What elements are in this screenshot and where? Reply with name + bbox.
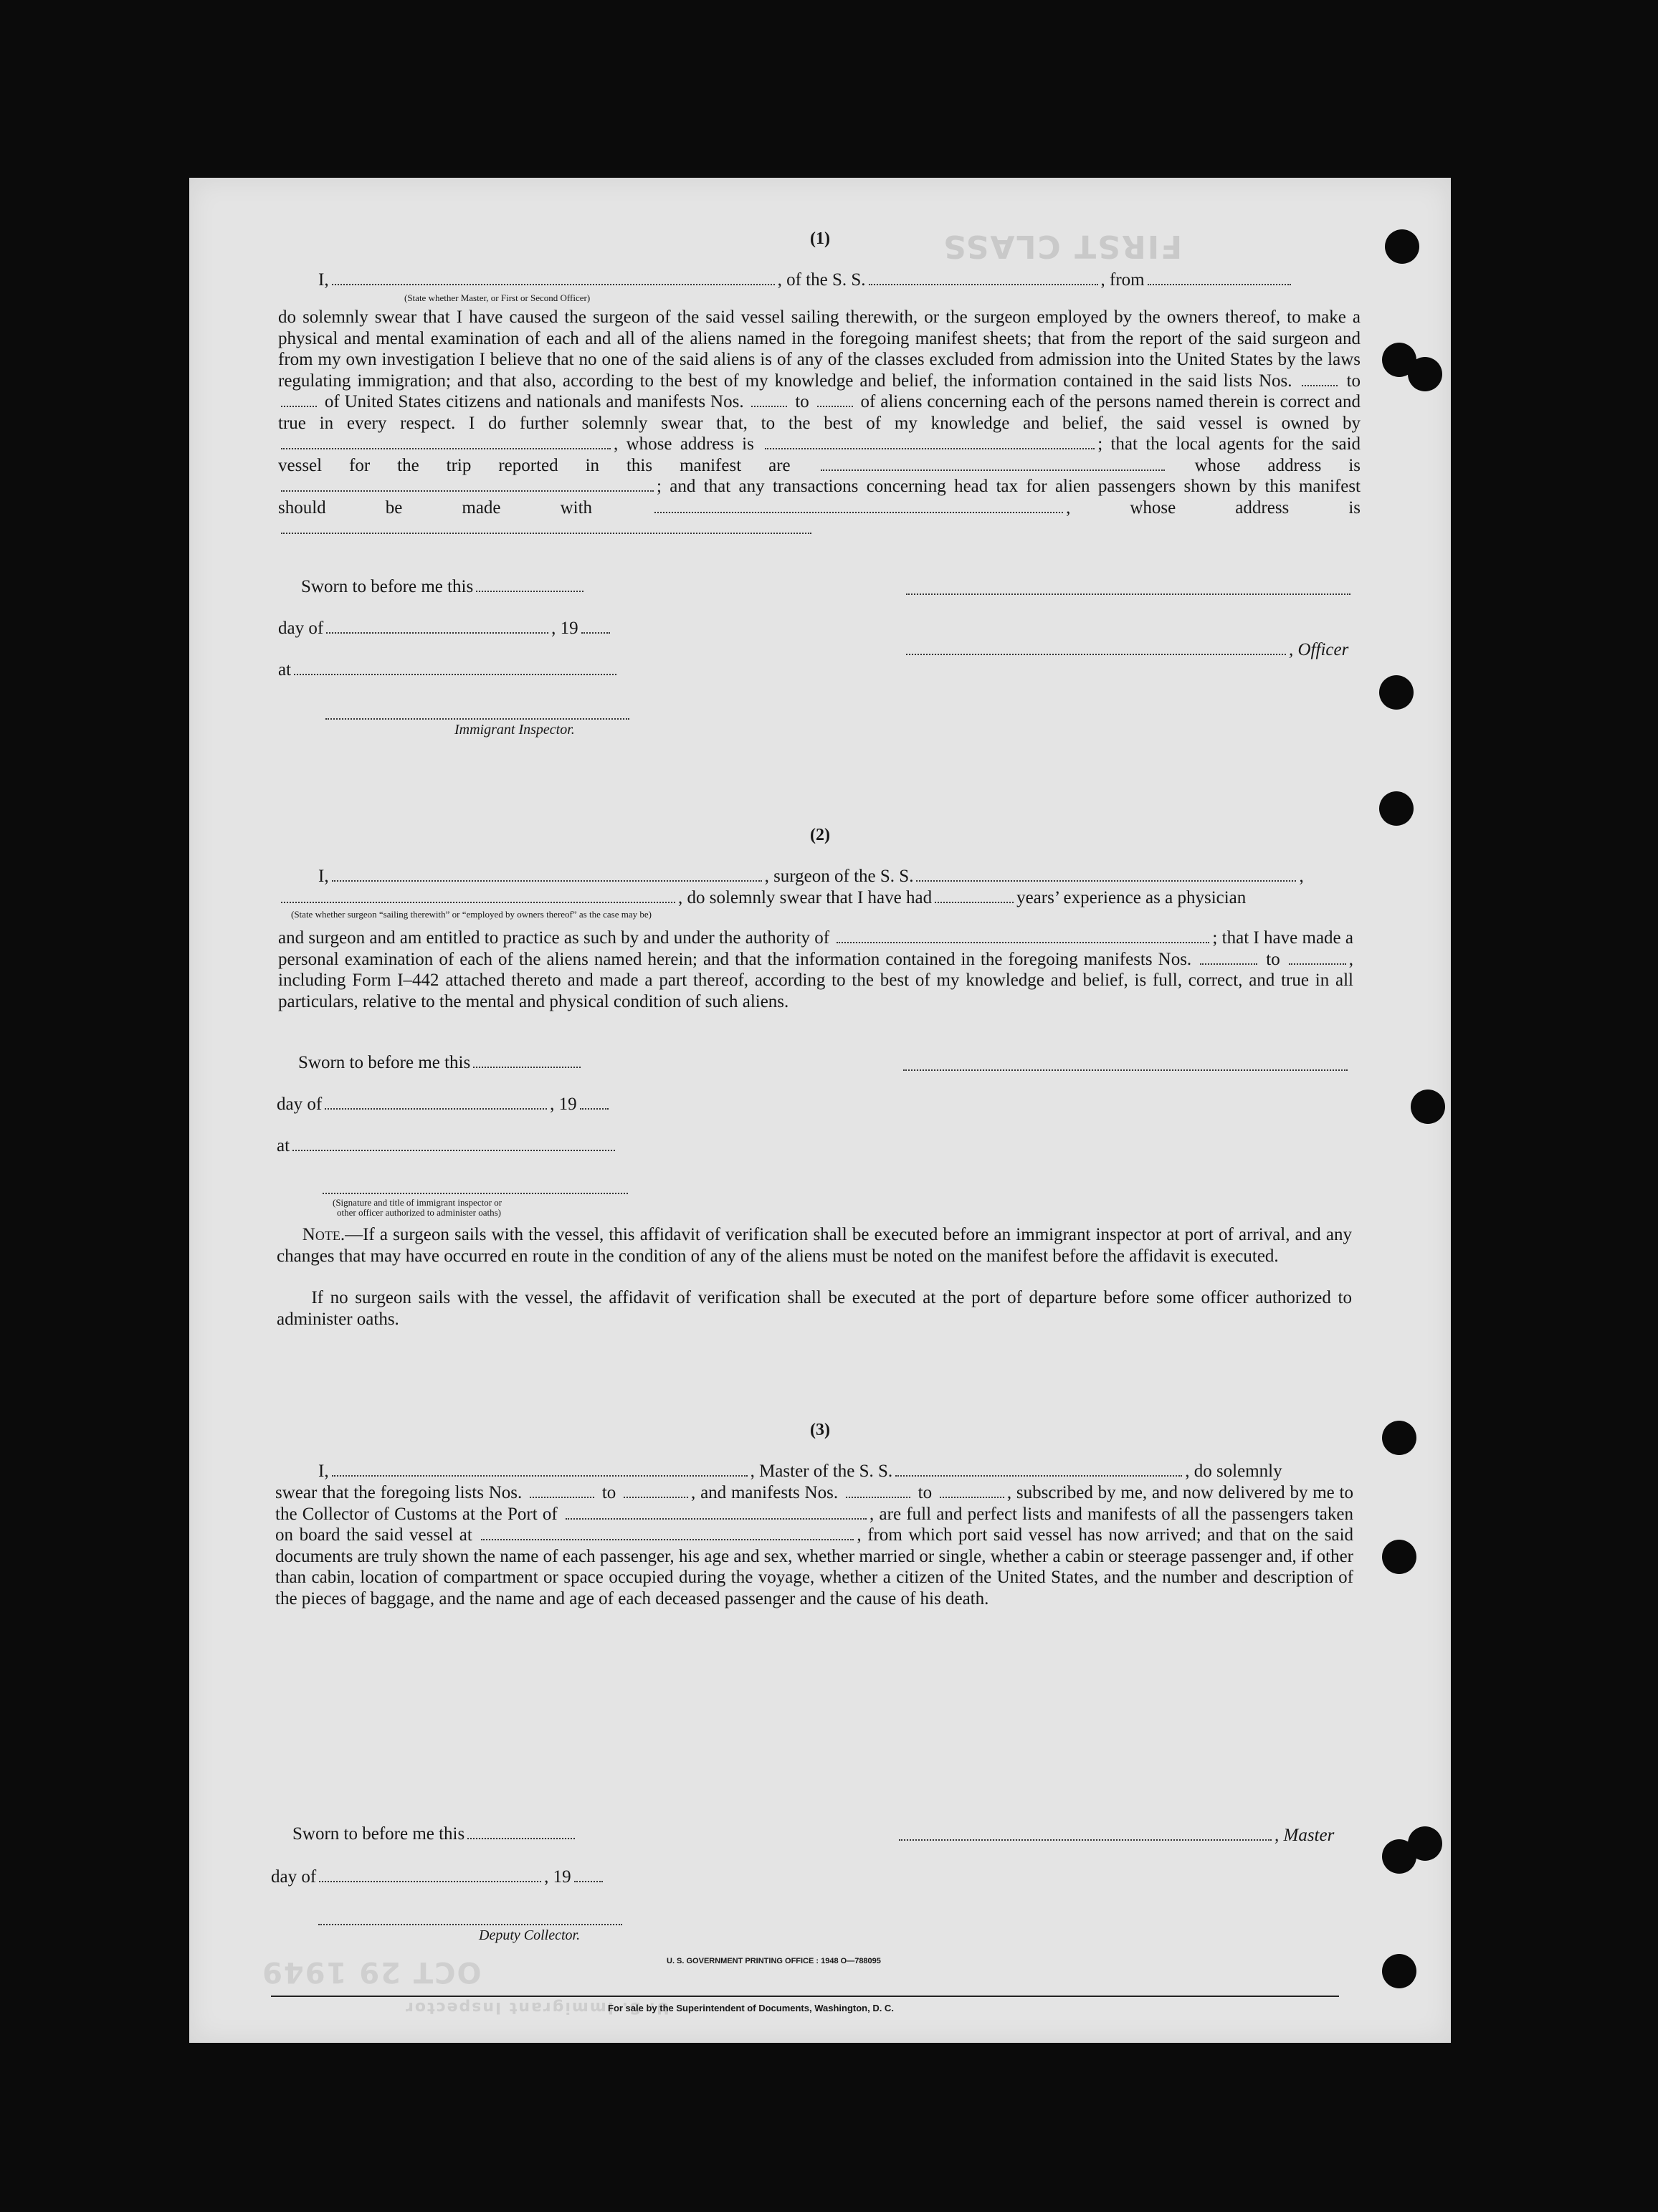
head-tax-address-field[interactable] — [281, 521, 811, 534]
s1-place-field[interactable] — [294, 661, 616, 675]
s3-solemnly-label: , do solemnly — [1185, 1462, 1282, 1481]
s2-sworn-line — [298, 1052, 583, 1073]
s1-dayof-label: day of — [278, 619, 324, 638]
s2-sig-note-2: other officer authorized to administer oaths) — [337, 1207, 501, 1218]
s1-to-2: to — [795, 392, 809, 411]
gpo-imprint: U. S. GOVERNMENT PRINTING OFFICE : 1948 O—788095 — [667, 1957, 881, 1965]
s2-at-label: at — [277, 1136, 290, 1155]
s2-sig-note-1: (Signature and title of immigrant inspector or — [333, 1197, 502, 1208]
punch-hole — [1379, 791, 1414, 826]
s3-manifest-from-field[interactable] — [846, 1485, 910, 1498]
lists-nos-to-field[interactable] — [281, 394, 317, 407]
s3-year-label: , 19 — [544, 1867, 571, 1887]
local-agents-field[interactable] — [821, 458, 1165, 471]
s2-sworn-date-field[interactable] — [473, 1054, 581, 1068]
s3-i-label: I, — [318, 1462, 329, 1481]
years-experience-field[interactable] — [935, 889, 1014, 903]
s3-year-field[interactable] — [574, 1868, 603, 1882]
note-label: Note. — [302, 1225, 346, 1244]
s2-witness-signature-line[interactable] — [323, 1191, 628, 1194]
s2-oath-text-2: that I have made a personal examination of each of the aliens named herein; and that the information contained in the foregoing manifests Nos. — [278, 928, 1354, 969]
s2-year-field[interactable] — [580, 1095, 609, 1110]
s3-sworn-line — [292, 1824, 578, 1844]
immigrant-inspector-label: Immigrant Inspector. — [454, 722, 575, 738]
faint-date-stamp: OCT 29 1949 — [261, 1955, 482, 1988]
s2-note-paragraph-2 — [277, 1287, 1352, 1330]
s3-oath-text-4: , are full and perfect lists and manifests of all the passengers taken on board the said vessel at — [275, 1504, 1354, 1545]
note-text: —If a surgeon sails with the vessel, this affidavit of verification shall be executed before an immigrant inspector at port of arrival, and any changes that may have occurred en route in the condition of any of the aliens must be noted on the manifest before the affidavit is executed. — [277, 1225, 1353, 1266]
s1-oath-text-1: do solemnly swear that I have caused the surgeon of the said vessel sailing therewith, or the surgeon employed by the owners thereof, to make a physical and mental examination of each and all of the aliens named in the foregoing manifest sheets; that from the report of the said surgeon and from my own investigation I believe that no one of the said aliens is of any of the classes excluded from admission into the United States by the laws regulating immigration; and that also, according to the best of my knowledge and belief, the information contained in the said lists Nos. — [278, 308, 1361, 391]
s3-lists-to-field[interactable] — [624, 1485, 688, 1498]
s2-manifest-to-field[interactable] — [1289, 952, 1346, 965]
s3-oath-text-3: , subscribed by me, and now delivered by me to the Collector of Customs at the Port of — [275, 1483, 1353, 1524]
s3-ship-name-field[interactable] — [895, 1462, 1182, 1477]
s3-month-field[interactable] — [319, 1868, 541, 1882]
officer-label: , Officer — [1289, 640, 1349, 659]
s1-oath-text-3: of aliens concerning each of the persons named therein is correct and true in every respect. I do further solemnly swear that, to the best of my knowledge and belief, the said vessel is owned by — [278, 392, 1361, 433]
s3-to-1: to — [601, 1483, 616, 1502]
s3-to-2: to — [918, 1483, 933, 1502]
s3-oath-text-5: , from which port said vessel has now arrived; and that on the said documents are truly shown the name of each passenger, his age and sex, whether married or single, whether a cabin or steerage passenger and, if other than cabin, location of compartment or space occupied during the voyage, whether a citizen of the United States, and the number and description of the pieces of baggage, and the name and age of each deceased passenger and the cause of his death. — [275, 1525, 1354, 1608]
s2-physician-label: years’ experience as a physician — [1016, 888, 1247, 907]
s2-ship-label: , surgeon of the S. S. — [764, 867, 914, 886]
punch-hole — [1382, 1954, 1416, 1988]
s1-oath-text-7: ; and that any transactions concerning head tax for alien passengers shown by this manifest should be made with — [278, 477, 1361, 518]
punch-hole — [1411, 1090, 1445, 1124]
s2-place-field[interactable] — [292, 1137, 615, 1151]
s1-year-field[interactable] — [581, 619, 610, 634]
s2-swear-label: , do solemnly swear that I have had — [678, 888, 933, 907]
s1-month-field[interactable] — [326, 619, 548, 634]
manifest-nos-from-field[interactable] — [751, 394, 787, 407]
section-2-number: (2) — [810, 826, 830, 844]
s1-sworn-date-field[interactable] — [476, 578, 583, 592]
footer-rule — [271, 1996, 1339, 1997]
s1-oath-text-6: whose address is — [1194, 455, 1361, 475]
license-authority-field[interactable] — [837, 930, 1209, 943]
head-tax-party-field[interactable] — [654, 500, 1063, 513]
s1-oath-text-5: ; that the local agents for the said vessel for the trip reported in this manifest are — [278, 434, 1361, 475]
s2-note-paragraph — [277, 1224, 1352, 1267]
s2-manifest-from-field[interactable] — [1200, 952, 1257, 965]
s3-sworn-label: Sworn to before me this — [292, 1824, 465, 1844]
s3-manifest-to-field[interactable] — [940, 1485, 1004, 1498]
s2-i-label: I, — [318, 867, 329, 886]
s1-line-1 — [318, 270, 1365, 290]
from-port-field[interactable] — [1148, 271, 1291, 285]
sale-notice: For sale by the Superintendent of Documents, Washington, D. C. — [608, 2003, 894, 2013]
s3-master-line — [896, 1825, 1334, 1846]
master-label: , Master — [1275, 1826, 1335, 1845]
faint-inspector-stamp: U. S. Immigrant Inspector — [404, 1998, 670, 2016]
s1-i-label: I, — [318, 270, 329, 290]
manifest-nos-to-field[interactable] — [817, 394, 853, 407]
s2-dayof-line — [277, 1094, 611, 1115]
s1-signature-line-top[interactable] — [906, 592, 1350, 595]
manifest-back-page — [189, 178, 1451, 2043]
owner-address-field[interactable] — [765, 437, 1095, 449]
departure-port-field[interactable] — [481, 1527, 854, 1540]
s2-line-2 — [278, 887, 1246, 908]
s2-sworn-label: Sworn to before me this — [298, 1053, 471, 1072]
s2-to-label: to — [1266, 949, 1280, 969]
arrival-port-field[interactable] — [566, 1507, 867, 1520]
s1-ship-label: , of the S. S. — [777, 270, 866, 290]
agents-address-field[interactable] — [281, 479, 654, 492]
master-name-field[interactable] — [332, 1462, 748, 1477]
s1-sworn-label: Sworn to before me this — [301, 577, 474, 596]
s1-to-1: to — [1346, 371, 1361, 391]
s2-oath-text-1: and surgeon and am entitled to practice as such by and under the authority of — [278, 928, 830, 948]
deputy-collector-label: Deputy Collector. — [479, 1927, 581, 1943]
officer-signature-field[interactable] — [906, 641, 1286, 655]
s3-dayof-line — [271, 1867, 606, 1887]
s1-at-label: at — [278, 660, 292, 680]
ship-name-field[interactable] — [869, 271, 1098, 285]
s3-lists-from-field[interactable] — [530, 1485, 594, 1498]
s2-year-label: , 19 — [550, 1095, 577, 1114]
surgeon-name-field[interactable] — [332, 867, 762, 882]
section-1-number: (1) — [810, 229, 830, 248]
s1-oath-paragraph — [278, 307, 1361, 540]
vessel-owner-field[interactable] — [281, 437, 611, 449]
s2-line-1: I, , surgeon of the S. S. , — [318, 867, 1304, 886]
s3-line-1 — [318, 1461, 1282, 1482]
s2-status-note: (State whether surgeon “sailing therewith” or “employed by owners thereof” as the case may be) — [291, 909, 652, 920]
s2-at-line — [277, 1135, 618, 1156]
officer-rank-field[interactable] — [332, 271, 775, 285]
s2-oath-text-3: , including Form I–442 attached thereto and made a part thereof, according to the best of my knowledge and belief, is full, correct, and true in all particulars, relative to the mental and physical condition of such aliens. — [278, 949, 1354, 1011]
s1-sworn-line — [301, 576, 586, 597]
s1-from-label: , from — [1100, 270, 1145, 290]
punch-hole — [1382, 1540, 1416, 1574]
s2-ship-name-field[interactable] — [916, 867, 1296, 882]
s3-sworn-date-field[interactable] — [467, 1825, 575, 1839]
surgeon-status-field[interactable] — [281, 889, 675, 903]
s3-ship-label: , Master of the S. S. — [750, 1462, 893, 1481]
surgeon-signature-line[interactable] — [903, 1068, 1348, 1071]
s1-at-line — [278, 659, 619, 680]
punch-hole — [1382, 1839, 1416, 1874]
s1-dayof-line — [278, 618, 613, 639]
s3-dayof-label: day of — [271, 1867, 317, 1887]
s3-oath-paragraph — [275, 1482, 1353, 1609]
master-signature-field[interactable] — [899, 1826, 1272, 1841]
s1-oath-text-8: , whose address is — [1066, 497, 1361, 518]
s1-rank-note: (State whether Master, or First or Second Officer) — [404, 292, 591, 303]
s3-oath-text-1: swear that the foregoing lists Nos. — [275, 1483, 523, 1502]
s2-dayof-label: day of — [277, 1095, 323, 1114]
s1-oath-text-2: of United States citizens and nationals and manifests Nos. — [324, 392, 744, 411]
s3-oath-text-2: , and manifests Nos. — [691, 1483, 839, 1502]
section-3-number: (3) — [810, 1421, 830, 1439]
faint-class-stamp: FIRST CLASS — [942, 228, 1183, 264]
lists-nos-from-field[interactable] — [1302, 373, 1338, 386]
s1-officer-line — [903, 639, 1348, 660]
note-text-2: If no surgeon sails with the vessel, the affidavit of verification shall be executed at the port of departure before some officer authorized to administer oaths. — [277, 1288, 1352, 1329]
punch-hole — [1408, 357, 1442, 391]
s1-year-label: , 19 — [551, 619, 578, 638]
punch-hole — [1379, 675, 1414, 710]
s2-month-field[interactable] — [325, 1095, 547, 1110]
s1-oath-text-4: , whose address is — [614, 434, 754, 454]
s2-oath-paragraph: and surgeon and am entitled to practice as such by and under the authority of ; that I have made a personal examination of each of the aliens named herein; and that the information contained in the foregoing manifests Nos. to , including Form I–442 attached thereto and made a part thereof, according to the best of my knowledge and belief, is full, correct, and true in all particulars, relative to the mental and physical condition of such aliens. — [278, 928, 1354, 1011]
